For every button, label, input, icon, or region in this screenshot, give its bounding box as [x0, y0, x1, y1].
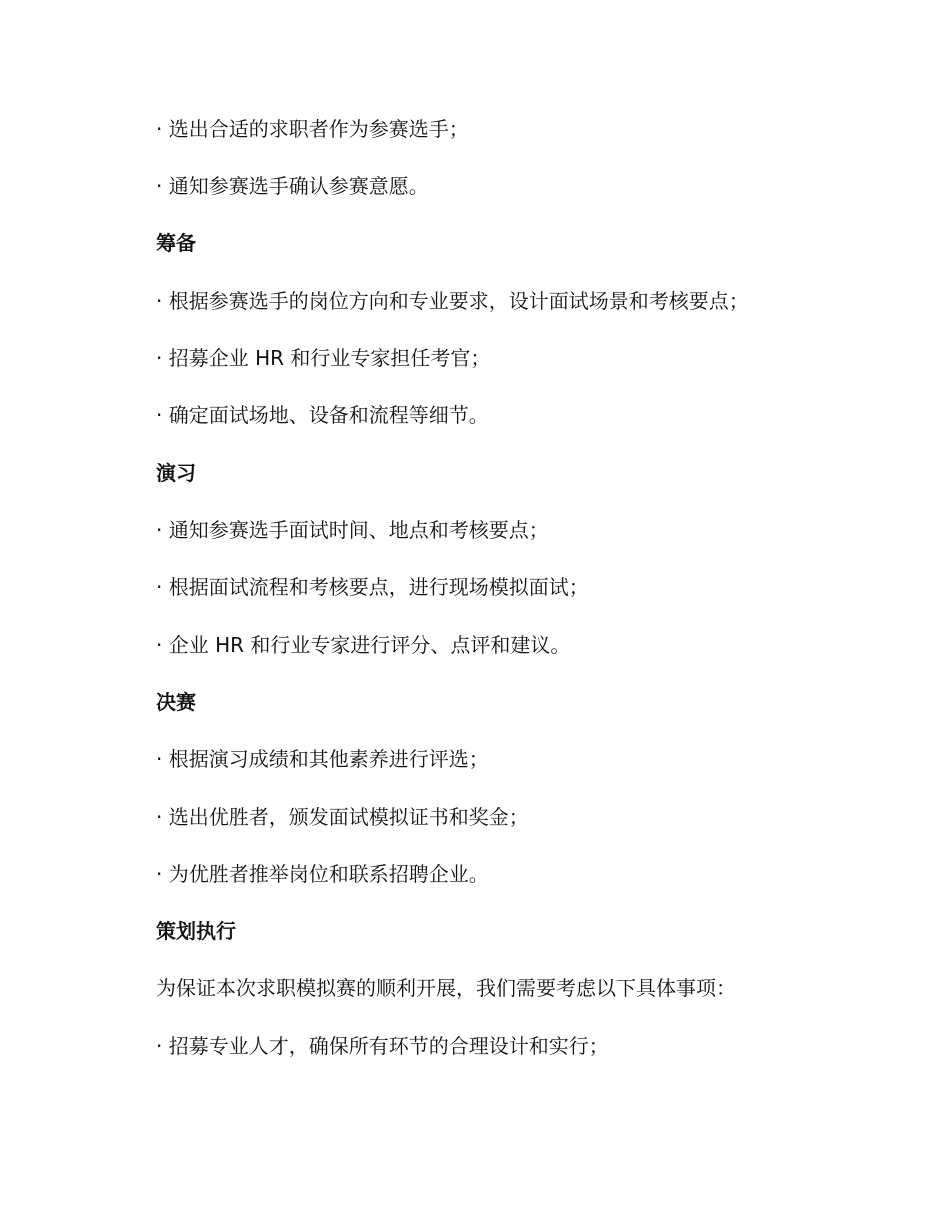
section-heading: 演习 — [156, 461, 196, 485]
bullet-item: · 企业 HR 和行业专家进行评分、点评和建议。 — [156, 633, 571, 657]
bullet-item: · 确定面试场地、设备和流程等细节。 — [156, 403, 489, 427]
section-heading: 策划执行 — [156, 919, 236, 943]
bullet-item: · 招募企业 HR 和行业专家担任考官； — [156, 346, 491, 370]
section-heading: 决赛 — [156, 690, 196, 714]
bullet-item: · 根据面试流程和考核要点，进行现场模拟面试； — [156, 575, 589, 599]
bullet-item: · 根据演习成绩和其他素养进行评选； — [156, 747, 489, 771]
bullet-item: · 通知参赛选手面试时间、地点和考核要点； — [156, 518, 549, 542]
section-heading: 筹备 — [156, 231, 196, 255]
bullet-item: · 招募专业人才，确保所有环节的合理设计和实行； — [156, 1034, 609, 1058]
bullet-item: · 为优胜者推举岗位和联系招聘企业。 — [156, 862, 489, 886]
bullet-item: · 根据参赛选手的岗位方向和专业要求，设计面试场景和考核要点； — [156, 289, 749, 313]
body-paragraph: 为保证本次求职模拟赛的顺利开展，我们需要考虑以下具体事项： — [156, 976, 736, 1000]
bullet-item: · 选出优胜者，颁发面试模拟证书和奖金； — [156, 805, 529, 829]
bullet-item: · 选出合适的求职者作为参赛选手； — [156, 117, 469, 141]
bullet-item: · 通知参赛选手确认参赛意愿。 — [156, 174, 429, 198]
